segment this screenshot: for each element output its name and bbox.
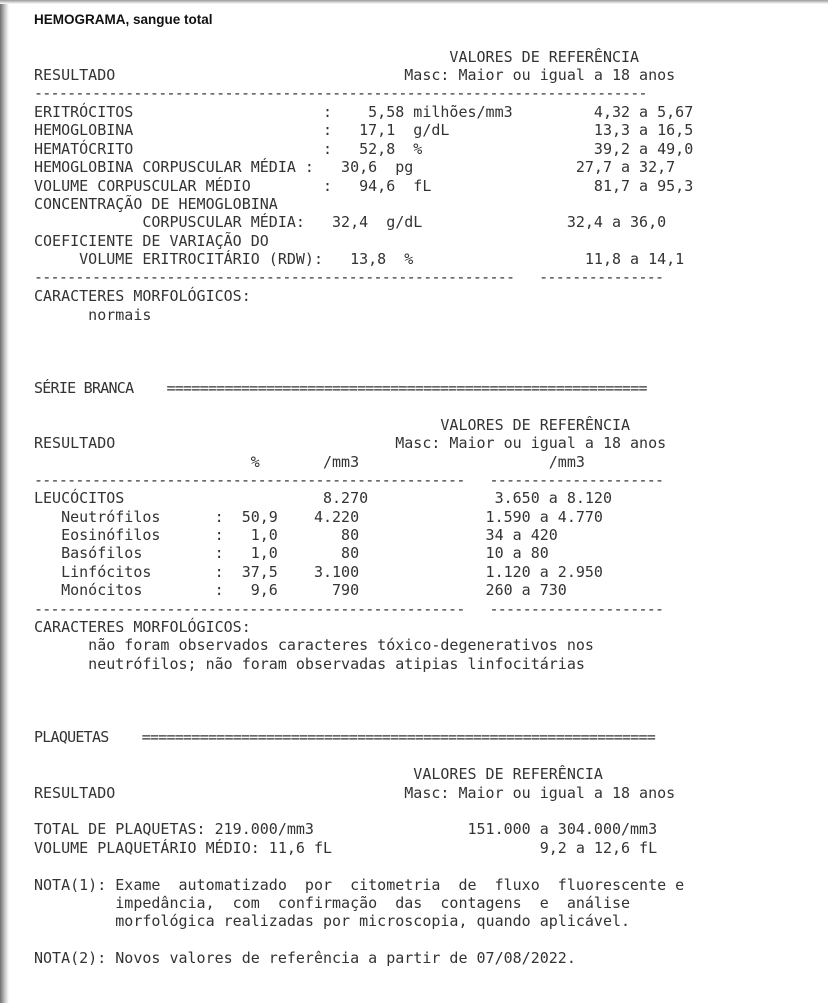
separator-line: ---------------------------------------------------------- --------------- [34, 268, 664, 286]
table-row: ERITRÓCITOS : 5,58 milhões/mm3 4,32 a 5,67 [34, 103, 694, 121]
section-heading-white-series: SÉRIE BRANCA ========================================================== [34, 379, 647, 397]
morphology-text: neutrófilos; não foram observadas atipias linfocitárias [34, 655, 585, 673]
separator-line: ---------------------------------------------------- --------------------- [34, 600, 664, 618]
table-row: HEMOGLOBINA CORPUSCULAR MÉDIA : 30,6 pg 27,7 a 32,7 [34, 158, 676, 176]
table-row: HEMOGLOBINA : 17,1 g/dL 13,3 a 16,5 [34, 121, 694, 139]
morphology-text: não foram observados caracteres tóxico-degenerativos nos [34, 636, 594, 654]
table-row: VOLUME CORPUSCULAR MÉDIO : 94,6 fL 81,7 a 95,3 [34, 177, 694, 195]
table-row: LEUCÓCITOS 8.270 3.650 a 8.120 [34, 489, 612, 507]
morphology-text: normais [34, 306, 152, 324]
table-row-label: CONCENTRAÇÃO DE HEMOGLOBINA [34, 195, 278, 213]
separator-line: ---------------------------------------------------- --------------------- [34, 471, 664, 489]
separator-line: -------------------------------------------------------------------------- [34, 84, 647, 102]
scan-top-edge-shadow [0, 0, 828, 4]
reference-values-header: VALORES DE REFERÊNCIA [34, 48, 640, 66]
table-row: Neutrófilos : 50,9 4.220 1.590 a 4.770 [34, 508, 603, 526]
table-row: Monócitos : 9,6 790 260 a 730 [34, 581, 567, 599]
units-header: % /mm3 /mm3 [34, 453, 585, 471]
table-row: VOLUME PLAQUETÁRIO MÉDIO: 11,6 fL 9,2 a 12,6 fL [34, 839, 658, 857]
note-2-text: NOTA(2): Novos valores de referência a partir de 07/08/2022. [34, 949, 576, 967]
morphology-heading: CARACTERES MORFOLÓGICOS: [34, 618, 251, 636]
table-row: TOTAL DE PLAQUETAS: 219.000/mm3 151.000 a 304.000/mm3 [34, 820, 658, 838]
reference-values-header: VALORES DE REFERÊNCIA [34, 765, 603, 783]
note-1-text: impedância, com confirmação das contagens e análise [34, 894, 631, 912]
table-row: Linfócitos : 37,5 3.100 1.120 a 2.950 [34, 563, 603, 581]
result-header: RESULTADO Masc: Maior ou igual a 18 anos [34, 434, 667, 452]
section-heading-platelets: PLAQUETAS ============================================================== [34, 728, 656, 746]
table-row: Eosinófilos : 1,0 80 34 a 420 [34, 526, 558, 544]
note-1-text: morfológica realizadas por microscopia, quando aplicável. [34, 912, 631, 930]
table-row: Basófilos : 1,0 80 10 a 80 [34, 544, 549, 562]
table-row: HEMATÓCRITO : 52,8 % 39,2 a 49,0 [34, 140, 694, 158]
document-title: HEMOGRAMA, sangue total [34, 12, 213, 27]
reference-values-header: VALORES DE REFERÊNCIA [34, 416, 631, 434]
table-row-label: COEFICIENTE DE VARIAÇÃO DO [34, 232, 269, 250]
result-header: RESULTADO Masc: Maior ou igual a 18 anos [34, 66, 676, 84]
table-row: VOLUME ERITROCITÁRIO (RDW): 13,8 % 11,8 a 14,1 [34, 250, 685, 268]
result-header: RESULTADO Masc: Maior ou igual a 18 anos [34, 784, 676, 802]
table-row: CORPUSCULAR MÉDIA: 32,4 g/dL 32,4 a 36,0 [34, 213, 667, 231]
morphology-heading: CARACTERES MORFOLÓGICOS: [34, 287, 251, 305]
scan-left-edge-shadow [0, 0, 9, 1003]
note-1-text: NOTA(1): Exame automatizado por citometria de fluxo fluorescente e [34, 876, 685, 894]
